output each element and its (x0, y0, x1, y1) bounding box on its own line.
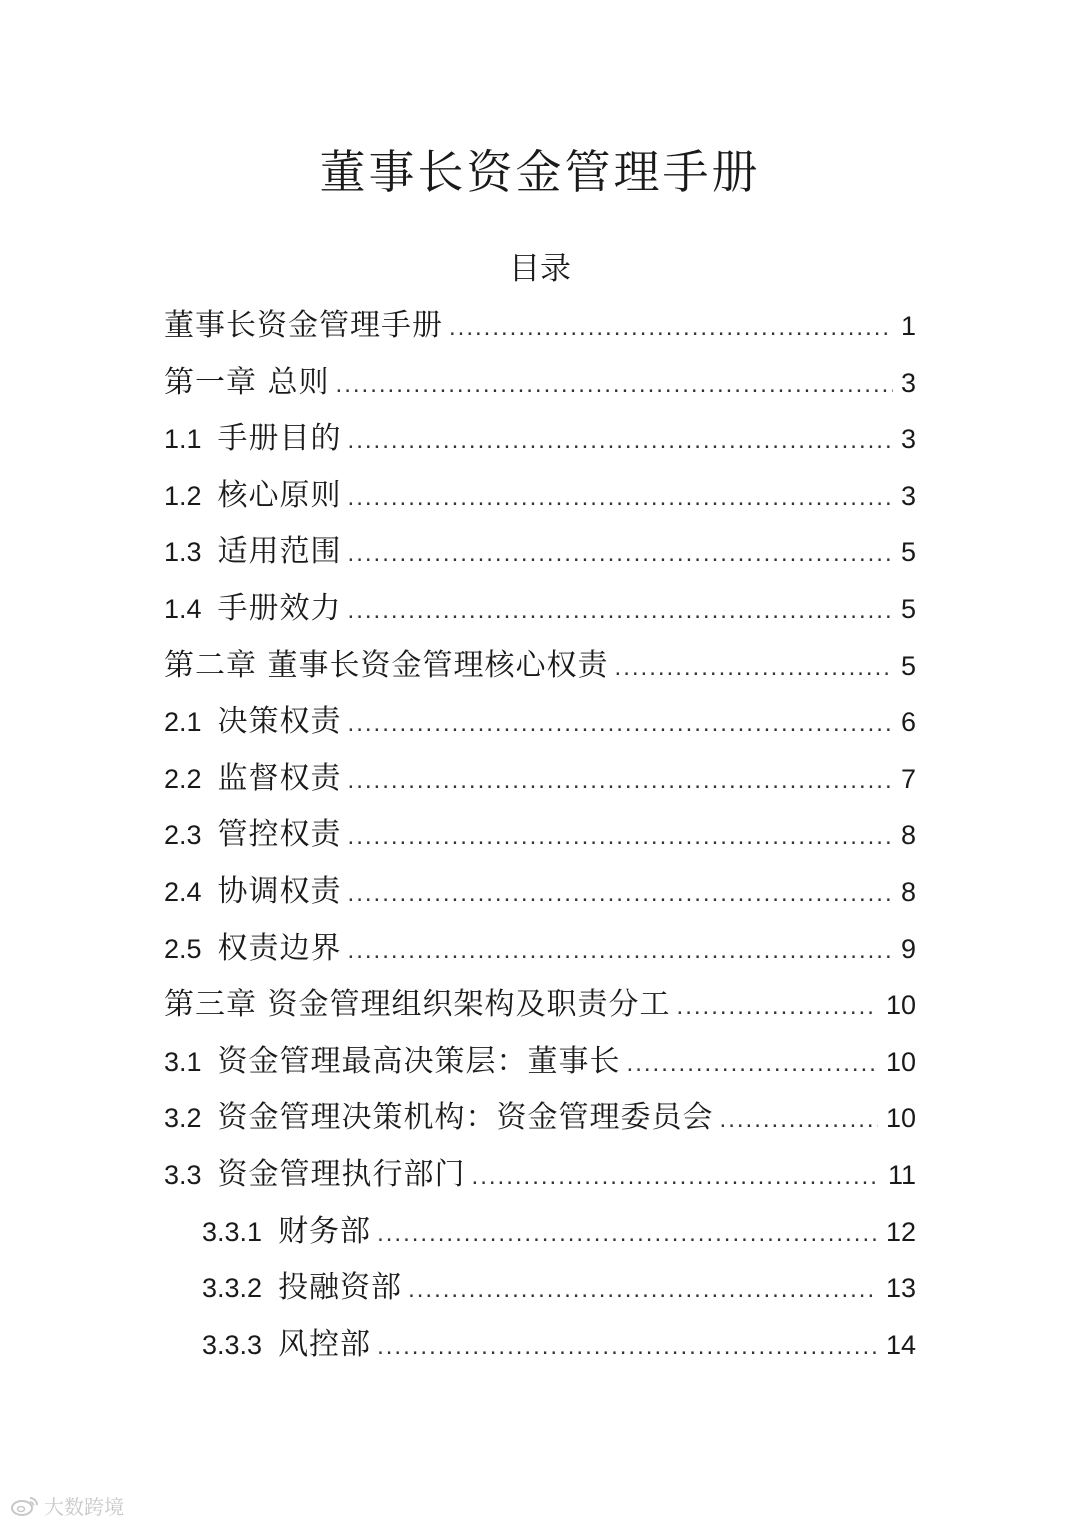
toc-entry-number: 1.3 (164, 537, 202, 568)
toc-entry-title: 风控部 (278, 1326, 372, 1362)
toc-leader-dots (348, 757, 893, 805)
toc-entry-page: 10 (885, 990, 916, 1021)
toc-entry-number: 2.5 (164, 933, 202, 964)
toc-entry-page: 10 (885, 1046, 916, 1077)
toc-entry[interactable] (164, 1151, 916, 1208)
weibo-logo-icon (10, 1494, 40, 1518)
toc-entry-title: 协调权责 (217, 873, 342, 909)
toc-entry-title: 财务部 (278, 1213, 372, 1249)
toc-leader-dots (377, 1323, 878, 1371)
toc-entry-page: 9 (900, 933, 916, 964)
toc-entry[interactable] (164, 585, 916, 642)
toc-entry-page: 5 (900, 593, 916, 624)
toc-entry-number: 3.3 (164, 1159, 202, 1190)
toc-entry-title: 决策权责 (217, 704, 342, 740)
toc-entry-title: 资金管理执行部门 (217, 1156, 466, 1192)
toc-heading: 目录 (509, 251, 571, 287)
toc-entry-title: 核心原则 (217, 477, 342, 513)
toc-entry-title: 监督权责 (217, 760, 342, 796)
toc-entry[interactable] (164, 981, 916, 1038)
toc-entry-number: 2.1 (164, 707, 202, 738)
toc-entry-number: 1.4 (164, 593, 202, 624)
toc-entry-number: 3.2 (164, 1103, 202, 1134)
toc-entry-title: 投融资部 (278, 1270, 403, 1306)
toc-entry[interactable] (164, 868, 916, 925)
toc-entry-page: 13 (885, 1273, 916, 1304)
toc-leader-dots (615, 644, 893, 692)
toc-entry-title: 第二章 董事长资金管理核心权责 (164, 647, 609, 683)
toc-entry-title: 第一章 总则 (164, 364, 330, 400)
toc-entry-page: 12 (885, 1216, 916, 1247)
toc-entry[interactable] (164, 1038, 916, 1095)
toc-entry-page: 1 (900, 311, 916, 341)
toc-entry[interactable] (164, 415, 916, 472)
toc-entry-page: 7 (900, 763, 916, 794)
toc-entry-page: 11 (887, 1159, 916, 1190)
toc-entry-title: 第三章 资金管理组织架构及职责分工 (164, 987, 671, 1023)
toc-entry-number: 1.2 (164, 480, 202, 511)
toc-entry[interactable] (164, 1094, 916, 1151)
toc-entry-number: 3.3.2 (202, 1273, 263, 1304)
toc-leader-dots (348, 587, 893, 635)
toc-entry-number: 3.3.3 (202, 1329, 263, 1360)
toc-leader-dots (677, 983, 878, 1031)
toc-entry[interactable] (164, 698, 916, 755)
toc-entry-page: 3 (900, 424, 916, 455)
toc-leader-dots (377, 1210, 878, 1258)
toc-entry-title: 董事长资金管理手册 (164, 308, 443, 343)
toc-leader-dots (336, 361, 893, 409)
toc-entry-title: 管控权责 (217, 817, 342, 853)
toc-entry[interactable] (164, 1321, 916, 1378)
toc-entry-title: 资金管理决策机构：资金管理委员会 (217, 1100, 714, 1136)
toc-leader-dots (627, 1040, 878, 1088)
toc-entry-number: 3.3.1 (202, 1216, 263, 1247)
toc-entry[interactable] (164, 1208, 916, 1265)
toc-entry-page: 3 (900, 480, 916, 511)
toc-leader-dots (408, 1266, 878, 1314)
toc-entry-title: 资金管理最高决策层：董事长 (217, 1043, 621, 1079)
toc-entry-number: 2.2 (164, 763, 202, 794)
toc-leader-dots (348, 530, 893, 578)
toc-entry-page: 5 (900, 650, 916, 681)
toc-entry-page: 10 (885, 1103, 916, 1134)
toc-entry[interactable] (164, 925, 916, 982)
toc-leader-dots (348, 417, 893, 465)
toc-entry[interactable] (164, 1264, 916, 1321)
toc-entry-page: 6 (900, 707, 916, 738)
toc-entry-page: 8 (900, 876, 916, 907)
watermark-text: 大数跨境 (44, 1495, 124, 1519)
toc-entry-number: 2.4 (164, 876, 202, 907)
toc-leader-dots (348, 813, 893, 861)
document-title: 董事长资金管理手册 (319, 145, 761, 199)
toc-entry-number: 3.1 (164, 1046, 202, 1077)
toc-entry-page: 3 (900, 367, 916, 398)
toc-leader-dots (348, 700, 893, 748)
toc-entry-page: 8 (900, 820, 916, 851)
toc-leader-dots (348, 927, 893, 975)
toc-entry[interactable] (164, 642, 916, 699)
toc-leader-dots (348, 474, 893, 522)
toc-leader-dots (348, 870, 893, 918)
toc-entry-page: 5 (900, 537, 916, 568)
toc-leader-dots (472, 1153, 880, 1201)
toc-entry[interactable] (164, 528, 916, 585)
toc-entry[interactable] (164, 472, 916, 529)
toc-leader-dots (720, 1096, 878, 1144)
toc-entry-number: 1.1 (164, 424, 202, 455)
watermark (10, 1491, 124, 1520)
toc-entry-title: 手册目的 (217, 421, 342, 457)
toc-entry-title: 适用范围 (217, 534, 342, 570)
toc-entry[interactable] (164, 811, 916, 868)
toc-entry-title: 权责边界 (217, 930, 342, 966)
toc-entry-page: 14 (885, 1329, 916, 1360)
table-of-contents (164, 302, 916, 1377)
toc-entry-title: 手册效力 (217, 590, 342, 626)
toc-entry[interactable] (164, 755, 916, 812)
toc-entry[interactable] (164, 359, 916, 416)
toc-entry[interactable] (164, 302, 916, 359)
toc-leader-dots (449, 304, 893, 352)
toc-entry-number: 2.3 (164, 820, 202, 851)
